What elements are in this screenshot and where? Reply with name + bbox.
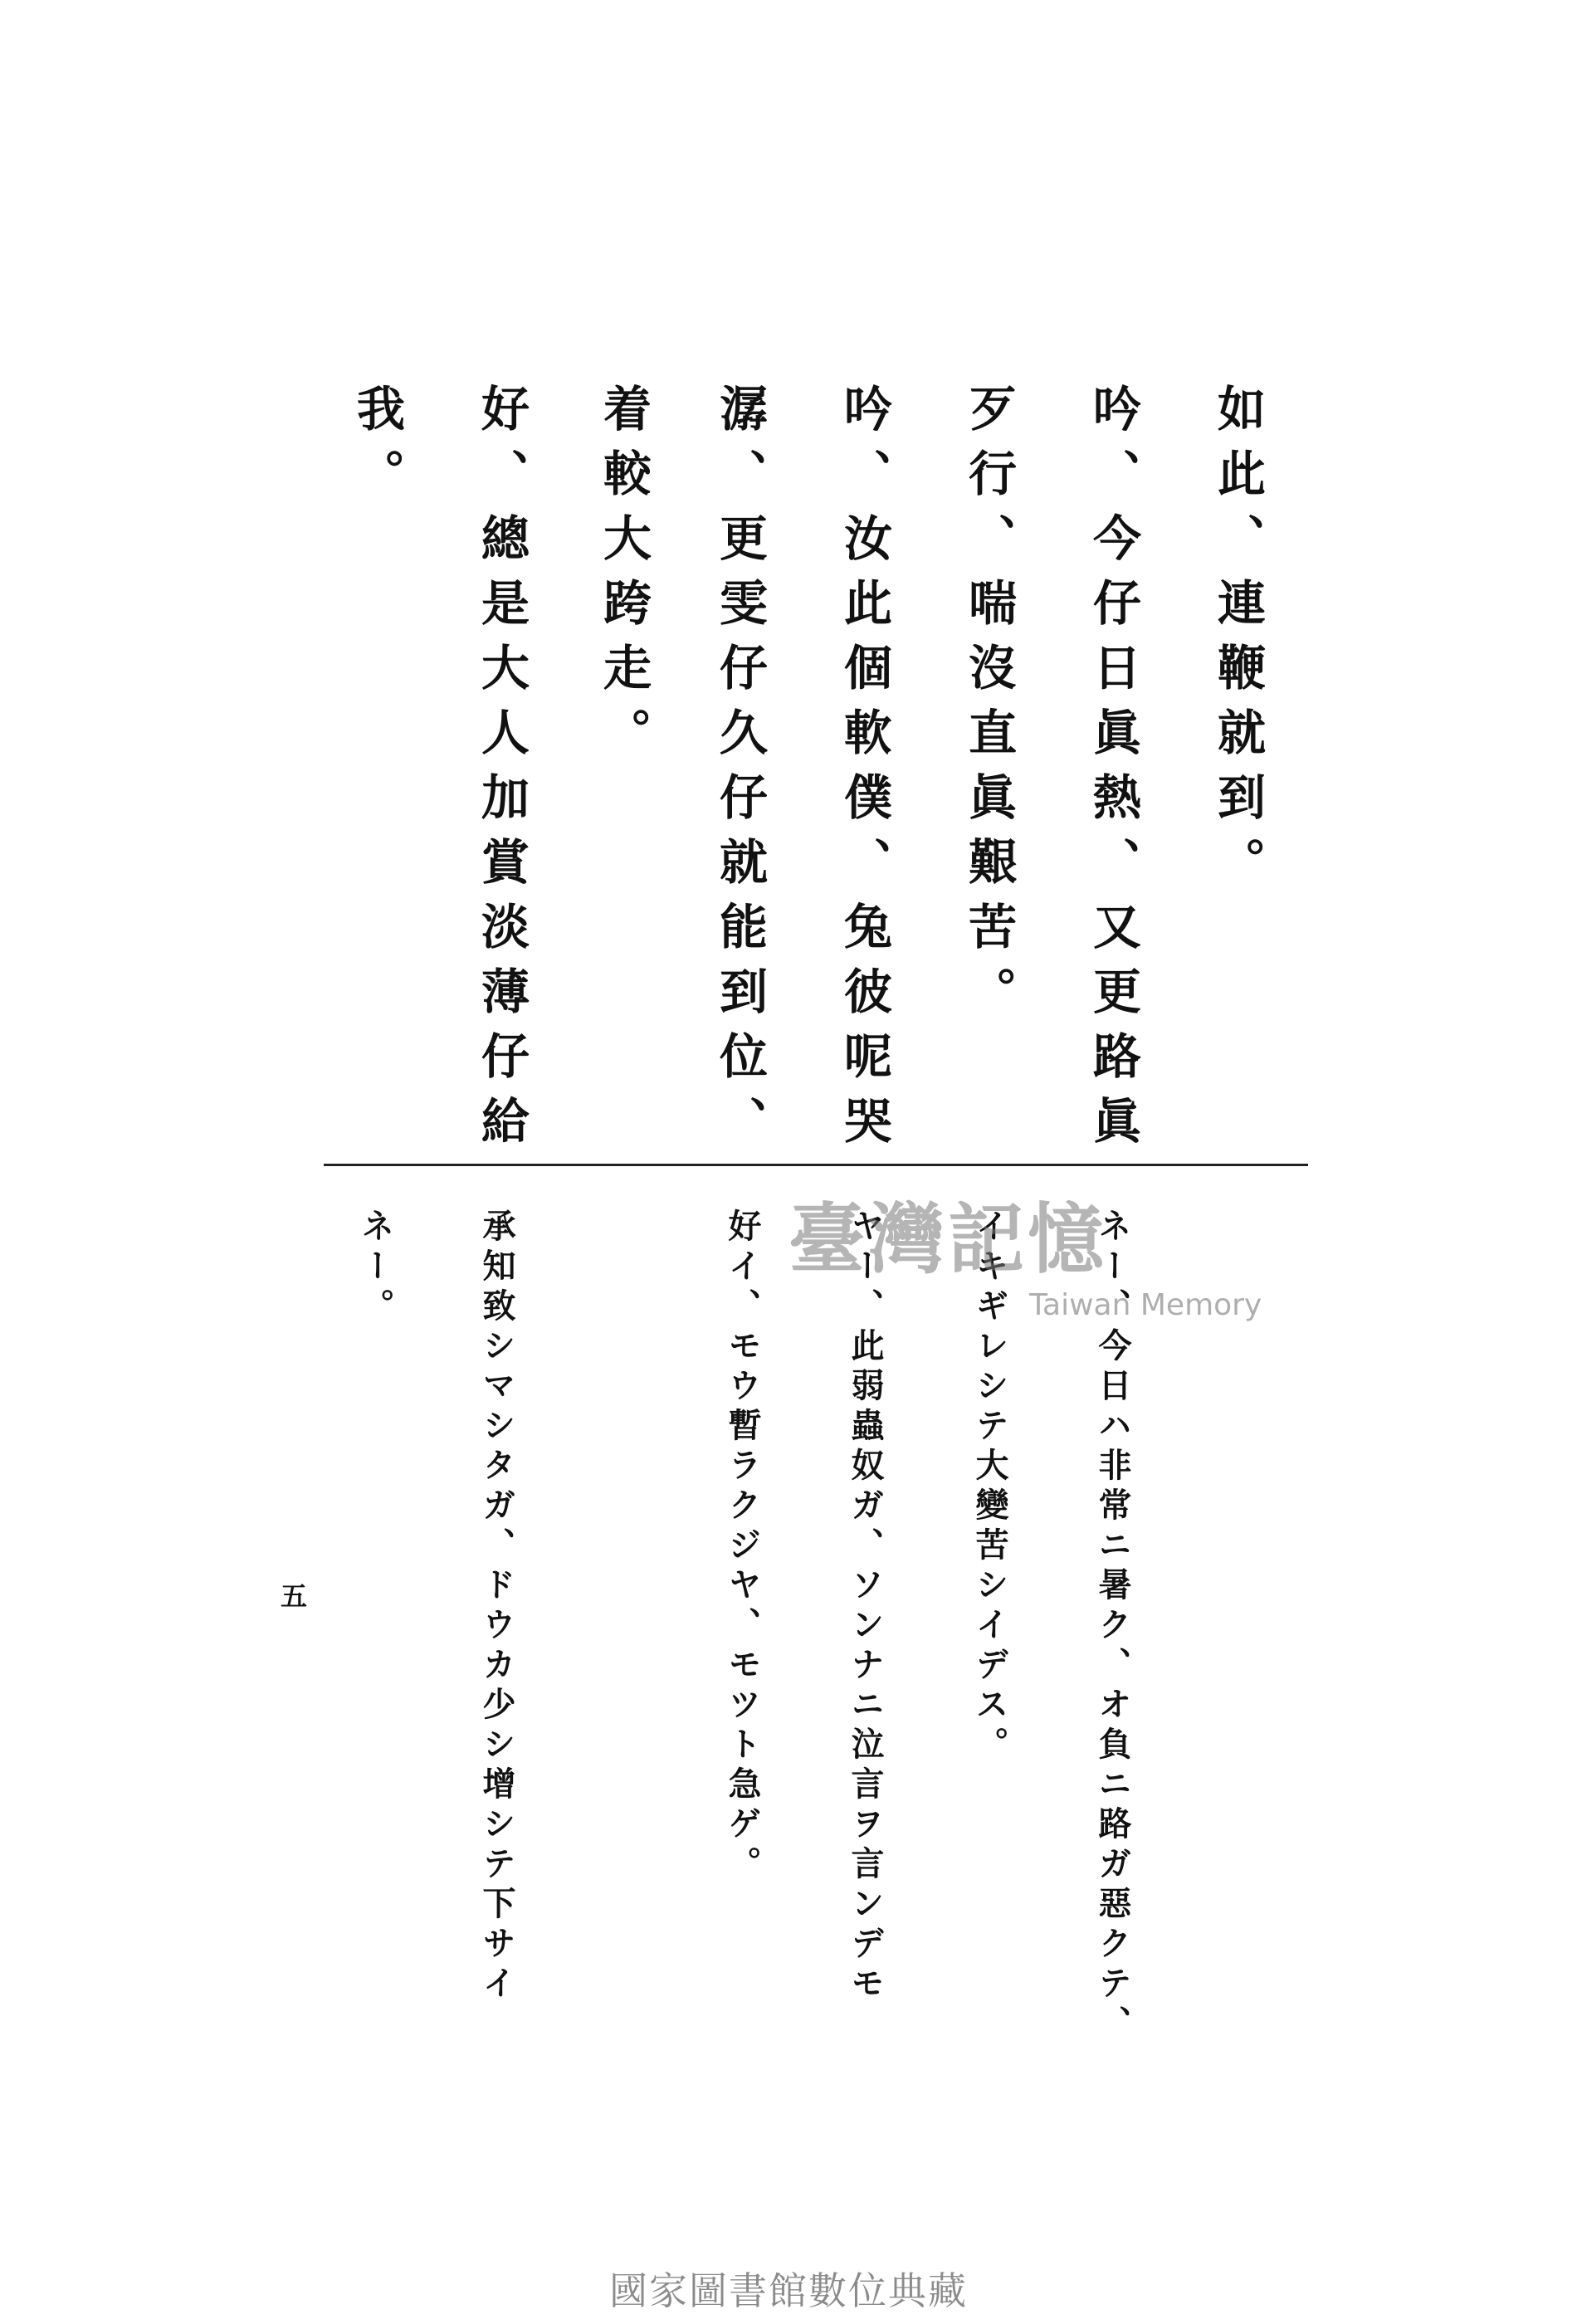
divider-line bbox=[324, 1164, 1308, 1166]
upper-column-6: 着較大跨走。 bbox=[595, 383, 652, 772]
lower-column-6: ネー。 bbox=[356, 1208, 395, 1328]
upper-column-4: 吟、汝此個軟僕、兔彼呢哭 bbox=[836, 383, 892, 1160]
lower-column-3: ヤー、此弱蟲奴ガ、ソンナニ泣言ヲ言ンデモ bbox=[846, 1208, 885, 2005]
upper-column-7: 好、總是大人加賞淡薄仔給 bbox=[473, 383, 530, 1160]
upper-column-1: 如此、連鞭就到。 bbox=[1209, 383, 1266, 901]
upper-column-2: 吟、今仔日眞熱、又更路眞 bbox=[1085, 383, 1141, 1160]
upper-column-5: 潺、更雯仔久仔就能到位、 bbox=[711, 383, 768, 1160]
lower-column-1: ネー、今日ハ非常ニ暑ク、オ負ニ路ガ惡クテ、 bbox=[1093, 1208, 1132, 2045]
lower-column-2: イキギレシテ大變苦シイデス。 bbox=[970, 1208, 1009, 1766]
lower-column-4: 好イ、モウ暫ラクジヤ、モツト急ゲ。 bbox=[723, 1208, 762, 1886]
lower-column-5: 承知致シマシタガ、ドウカ少シ增シテ下サイ bbox=[477, 1208, 516, 2005]
watermark-title: 臺灣記憶 bbox=[788, 1194, 1108, 1284]
page-number: 五 bbox=[281, 1580, 308, 1612]
upper-column-3: 歹行、喘沒直眞艱苦。 bbox=[960, 383, 1017, 1031]
footer-credit: 國家圖書館數位典藏 bbox=[609, 2268, 968, 2313]
watermark-subtitle: Taiwan Memory bbox=[1029, 1288, 1262, 1322]
upper-column-8: 我。 bbox=[349, 383, 405, 513]
